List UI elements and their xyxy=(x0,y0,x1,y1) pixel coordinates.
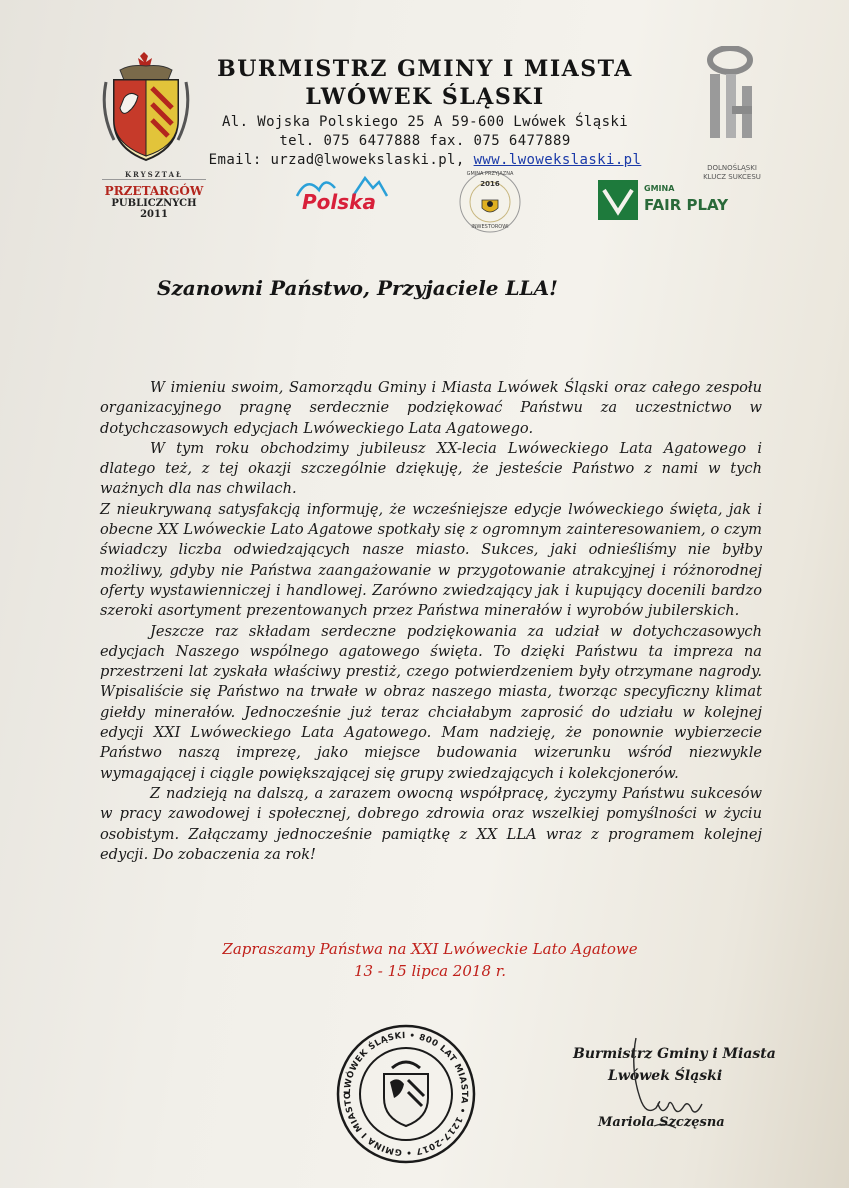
gmina-badge-ring-top: GMINA PRZYJAZNA xyxy=(466,171,514,177)
polska-logo xyxy=(283,174,395,222)
invite-line2: 13 - 15 lipca 2018 r. xyxy=(353,962,507,980)
signature-name: Mariola Szczęsna xyxy=(598,1115,725,1130)
header-address: Al. Wojska Polskiego 25 A 59-600 Lwówek Śląski xyxy=(221,114,629,130)
paragraph-3: Z nieukrywaną satysfakcją informuję, że wcześniejsze edycje lwóweckiego święta, jak i obecne XX Lwóweckie Lato Agatowe spotkały się z ogromnym zainteresowaniem, o czym świadczy liczba odwiedzających nasze miasto. Sukces, jaki odnieśliśmy nie byłby możliwy, gdyby nie Państwa zaangażowanie w przygotowanie atrakcyjnej i różnorodnej oferty wystawienniczej i handlowej. Zarówno zwiedzający jak i kupujący docenili bardzo szeroki asortyment prezentowanych przez Państwa minerałów i wyrobów jubilerskich. xyxy=(100,500,762,620)
fair-play-small: GMINA xyxy=(644,184,675,193)
krysztal-top: KRYSZTAŁ xyxy=(102,170,206,180)
coat-of-arms-icon xyxy=(100,52,192,164)
fair-play-text: FAIR PLAY xyxy=(644,196,729,214)
fair-play-logo xyxy=(598,180,728,220)
signature-title: Burmistrz Gminy i Miasta xyxy=(573,1046,776,1062)
paragraph-5: Z nadzieją na dalszą, a zarazem owocną współpracę, życzymy Państwu sukcesów w pracy zawodowej i społecznej, dobrego zdrowia oraz wszelkiej pomyślności w życiu osobistym. Załączamy jednocześnie pamiątkę z XX LLA wraz z programem kolejnej edycji. Do zobaczenia za rok! xyxy=(100,784,762,863)
signature-town: Lwówek Śląski xyxy=(608,1068,723,1084)
svg-text:LWÓWEK ŚLĄSKI • 800 LAT MIASTA xyxy=(343,1031,469,1157)
paragraph-2: W tym roku obchodzimy jubileusz XX-lecia Lwóweckiego Lata Agatowego i dlatego też, z tej okazji szczególnie dziękuję, że jesteście Państwo z nami w tych ważnych dla nas chwilach. xyxy=(100,439,762,498)
krysztal-badge xyxy=(102,170,206,220)
polska-text: Polska xyxy=(302,190,376,214)
fair-play-check-icon xyxy=(598,180,638,220)
header-contact xyxy=(190,152,660,168)
header-title-line2: LWÓWEK ŚLĄSKI xyxy=(305,84,545,110)
krysztal-mid: PRZETARGÓW xyxy=(104,184,204,198)
header-phone: tel. 075 6477888 fax. 075 6477889 xyxy=(279,133,571,149)
invite-line1: Zapraszamy Państwa na XXI Lwóweckie Lato Agatowe xyxy=(222,940,638,958)
gmina-badge-year: 2016 xyxy=(480,180,500,188)
klucz-sukcesu-logo-icon xyxy=(702,46,762,152)
klucz-line2: KLUCZ SUKCESU xyxy=(703,173,761,181)
krysztal-bot: PUBLICZNYCH 2011 xyxy=(111,198,197,220)
letter-body xyxy=(100,378,762,865)
header-email: Email: urzad@lwowekslaski.pl, xyxy=(208,152,465,168)
header-website-link[interactable]: www.lwowekslaski.pl xyxy=(473,152,642,168)
stamp-ring-text: LWÓWEK ŚLĄSKI • 800 LAT MIASTA • 1217-2017 • GMINA I MIASTO xyxy=(342,1030,470,1158)
paragraph-4: Jeszcze raz składam serdeczne podziękowania za udział w dotychczasowych edycjach Naszego wspólnego agatowego święta. To dzięki Państwu ta impreza na przestrzeni lat zyskała właściwy prestiż, czego potwierdzeniem były otrzymane nagrody. Wpisaliście się Państwo na trwałe w obraz naszego miasta, tworząc specyficzny klimat giełdy minerałów. Jednocześnie już teraz chciałabym zaprosić do udziału w kolejnej edycji XXI Lwóweckiego Lata Agatowego. Mam nadzieję, że ponownie wybierzecie Państwo naszą imprezę, jako miejsce budowania wizerunku wśród niezwykle wymagającej i ciągle powiększającej się grupy zwiedzających i kolekcjonerów. xyxy=(100,622,762,782)
klucz-line1: DOLNOŚLĄSKI xyxy=(707,164,757,172)
town-stamp-ring-text xyxy=(334,1022,478,1166)
paragraph-1: W imieniu swoim, Samorządu Gminy i Miasta Lwówek Śląski oraz całego zespołu organizacyjnego pragnę serdecznie podziękować Państwu za uczestnictwo w dotychczasowych edycjach Lwóweckiego Lata Agatowego. xyxy=(100,379,762,437)
gmina-badge-ring-bot: INWESTOROWI xyxy=(471,224,509,230)
header-title-line1: BURMISTRZ GMINY I MIASTA xyxy=(217,56,633,82)
greeting: Szanowni Państwo, Przyjaciele LLA! xyxy=(157,276,558,300)
